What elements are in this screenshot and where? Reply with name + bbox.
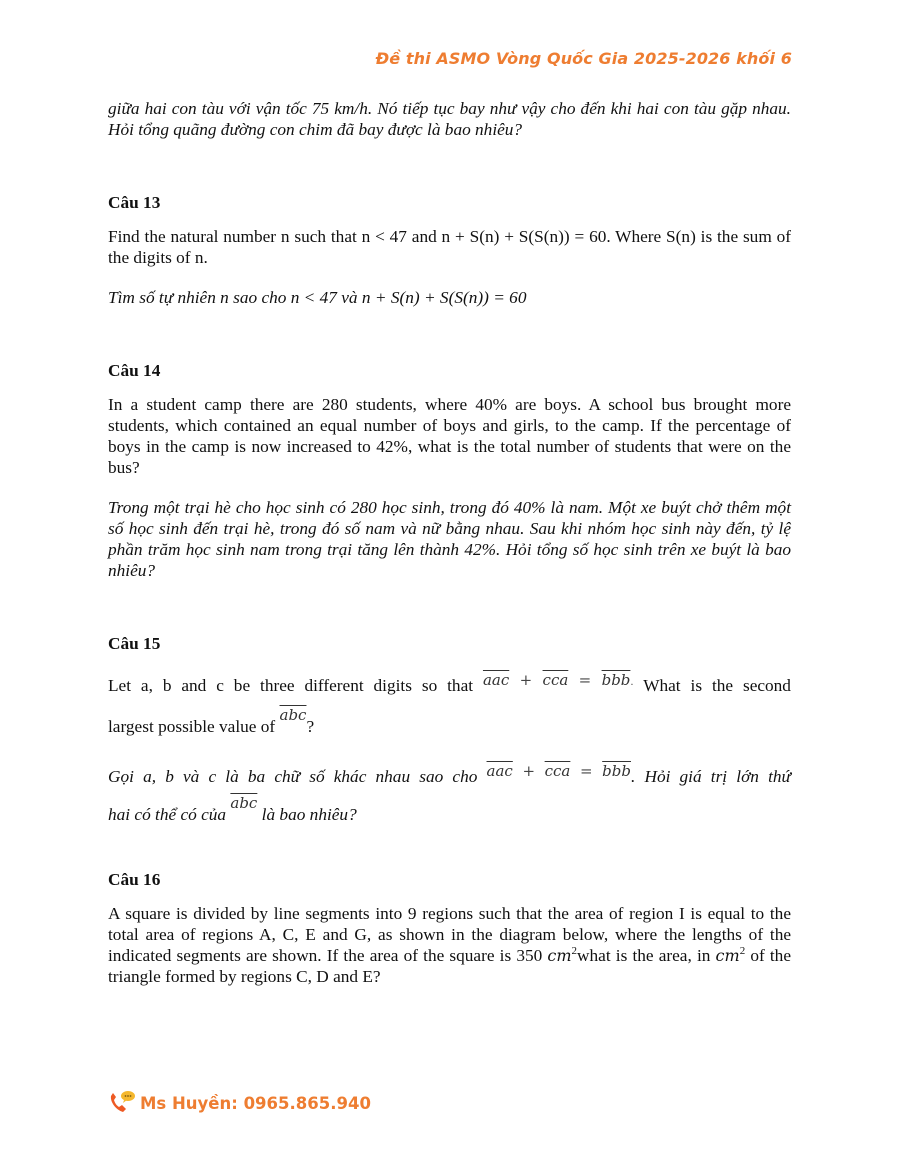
- text-fragment: hai có thể có của: [108, 805, 227, 824]
- plus-sign: +: [522, 762, 536, 780]
- question-15: [108, 633, 791, 827]
- text-fragment: A square is divided by line segments into 9 regions such that the area of region I is equal to the total area of regions A, C, E and G, as shown in the diagram below, where the lengths of the indicated segments are shown. If the area of the square is 350: [108, 904, 791, 965]
- overline-number: $\overline{aac}$: [486, 762, 513, 780]
- question-title: Câu 14: [108, 361, 161, 380]
- question-title: Câu 16: [108, 870, 161, 889]
- page-header-title: Đề thi ASMO Vòng Quốc Gia 2025-2026 khối 6: [375, 49, 792, 68]
- overline-number: $\overline{bbb}$: [601, 671, 631, 689]
- overline-number: $\overline{abc}$: [230, 794, 258, 812]
- equals-sign: =: [578, 671, 592, 689]
- plus-sign: +: [519, 671, 533, 689]
- question-en-line2: [108, 706, 791, 739]
- text-fragment: largest possible value of: [108, 717, 276, 736]
- question-14: [108, 360, 791, 581]
- question-en: [108, 903, 791, 987]
- period: .: [630, 677, 634, 688]
- question-16: [108, 869, 791, 987]
- unit-exponent: 2: [739, 945, 746, 958]
- overline-number: $\overline{abc}$: [279, 706, 307, 724]
- unit-cm: cm: [547, 946, 572, 965]
- text-fragment: What is the second: [643, 676, 791, 695]
- question-en: [108, 671, 791, 701]
- document-body: [108, 98, 791, 987]
- continuation-text: giữa hai con tàu với vận tốc 75 km/h. Nó tiếp tục bay như vậy cho đến khi hai con tàu gặp nhau. Hỏi tổng quãng đường con chim đã bay được là bao nhiêu?: [108, 99, 791, 139]
- text-fragment: . Hỏi giá trị lớn thứ: [630, 767, 791, 786]
- question-vi: [108, 762, 791, 789]
- question-vi: Trong một trại hè cho học sinh có 280 học sinh, trong đó 40% là nam. Một xe buýt chở thêm một số học sinh đến trại hè, trong đó số nam và nữ bằng nhau. Sau khi nhóm học sinh này đến, tỷ lệ phần trăm học sinh nam trong trại tăng lên thành 42%. Hỏi tổng số học sinh trên xe buýt là bao nhiêu?: [108, 498, 791, 580]
- unit-cm: cm: [715, 946, 740, 965]
- text-fragment: ?: [306, 717, 315, 736]
- text-fragment: Gọi a, b và c là ba chữ số khác nhau sao cho: [108, 767, 478, 786]
- overline-number: $\overline{cca}$: [542, 671, 569, 689]
- question-vi: Tìm số tự nhiên n sao cho n < 47 và n + S(n) + S(S(n)) = 60: [108, 288, 527, 307]
- overline-number: $\overline{bbb}$: [602, 762, 631, 780]
- math-equation: [483, 671, 634, 689]
- text-fragment: of the triangle formed by regions C, D and E?: [108, 946, 791, 986]
- text-fragment: what is the area, in: [577, 946, 711, 965]
- text-fragment: Let a, b and c be three different digits so that: [108, 676, 474, 695]
- overline-number: $\overline{cca}$: [544, 762, 571, 780]
- question-title: Câu 15: [108, 634, 161, 653]
- question-vi-line2: [108, 794, 791, 827]
- question-title: Câu 13: [108, 193, 161, 212]
- footer-contact: [108, 1090, 371, 1116]
- overline-number: $\overline{aac}$: [482, 671, 510, 689]
- question-13: [108, 192, 791, 308]
- phone-chat-icon: [108, 1090, 138, 1116]
- math-equation: [487, 762, 631, 780]
- question-en: In a student camp there are 280 students, where 40% are boys. A school bus brought more students, which contained an equal number of boys and girls, to the camp. If the percentage of boys in the camp is now increased to 42%, what is the total number of students that were on the bus?: [108, 395, 791, 477]
- text-fragment: là bao nhiêu?: [261, 805, 357, 824]
- contact-text: Ms Huyền: 0965.865.940: [140, 1093, 371, 1113]
- unit-exponent: 2: [571, 945, 578, 958]
- question-en: Find the natural number n such that n < 47 and n + S(n) + S(S(n)) = 60. Where S(n) is the sum of the digits of n.: [108, 227, 791, 267]
- equals-sign: =: [579, 762, 593, 780]
